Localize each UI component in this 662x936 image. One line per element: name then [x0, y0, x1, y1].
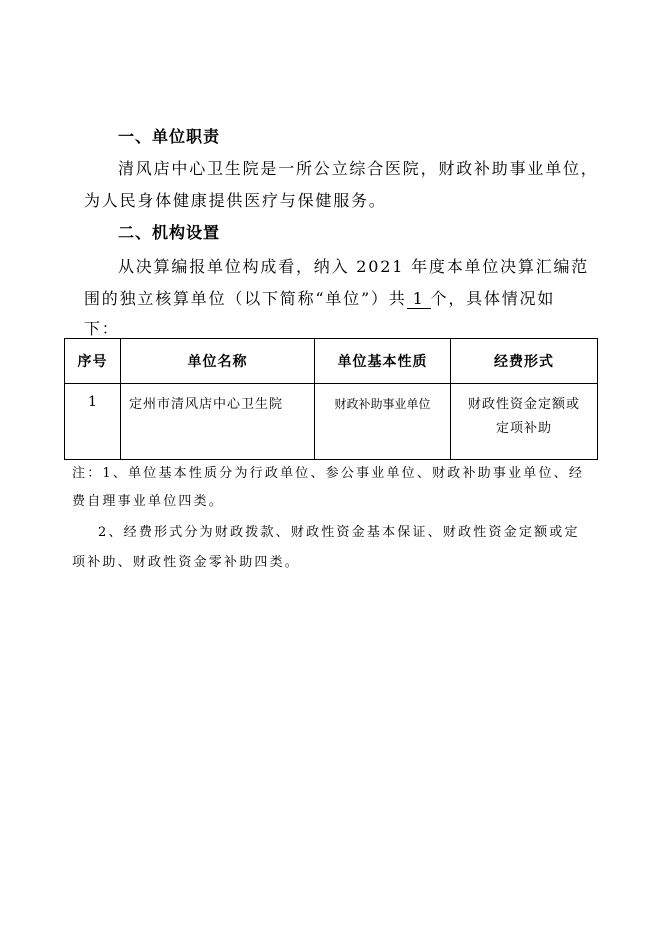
- funding-line-1: 财政性资金定额或: [467, 397, 580, 412]
- table-row: [65, 384, 598, 460]
- section-heading-structure: 二、机构设置: [118, 223, 221, 242]
- duties-text-line-2: 为人民身体健康提供医疗与保健服务。: [84, 191, 387, 210]
- cell-index: 1: [65, 384, 121, 460]
- header-funding-form: 经费形式: [451, 339, 598, 384]
- note-2-line-2: 项补助、财政性资金零补助四类。: [72, 555, 301, 570]
- note-1-line-1: 注：1、单位基本性质分为行政单位、参公事业单位、财政补助事业单位、经: [72, 466, 585, 481]
- structure-text-line-3: 下：: [84, 319, 120, 338]
- cell-unit-name: 定州市清风店中心卫生院: [121, 384, 315, 460]
- header-unit-name: 单位名称: [121, 339, 315, 384]
- cell-unit-nature: 财政补助事业单位: [315, 384, 451, 460]
- duties-text-line-1: 清风店中心卫生院是一所公立综合医院，财政补助事业单位，: [118, 159, 599, 178]
- structure-text-line-2: [84, 286, 555, 309]
- section-heading-duties: 一、单位职责: [118, 127, 221, 146]
- header-unit-nature: 单位基本性质: [315, 339, 451, 384]
- unit-table: [64, 338, 598, 460]
- note-2-line-1: 2、经费形式分为财政拨款、财政性资金基本保证、财政性资金定额或定: [98, 525, 580, 540]
- header-index: 序号: [65, 339, 121, 384]
- unit-count: 1: [407, 290, 431, 309]
- table-header-row: [65, 339, 598, 384]
- structure-text-prefix: 围的独立核算单位（以下简称“单位”）共: [84, 289, 407, 308]
- funding-line-2: 定项补助: [495, 421, 552, 436]
- cell-funding-form: [451, 384, 598, 460]
- note-1-line-2: 费自理事业单位四类。: [72, 494, 225, 509]
- structure-text-line-1: 从决算编报单位构成看，纳入 2021 年度本单位决算汇编范: [118, 257, 590, 276]
- structure-text-suffix: 个，具体情况如: [430, 289, 556, 308]
